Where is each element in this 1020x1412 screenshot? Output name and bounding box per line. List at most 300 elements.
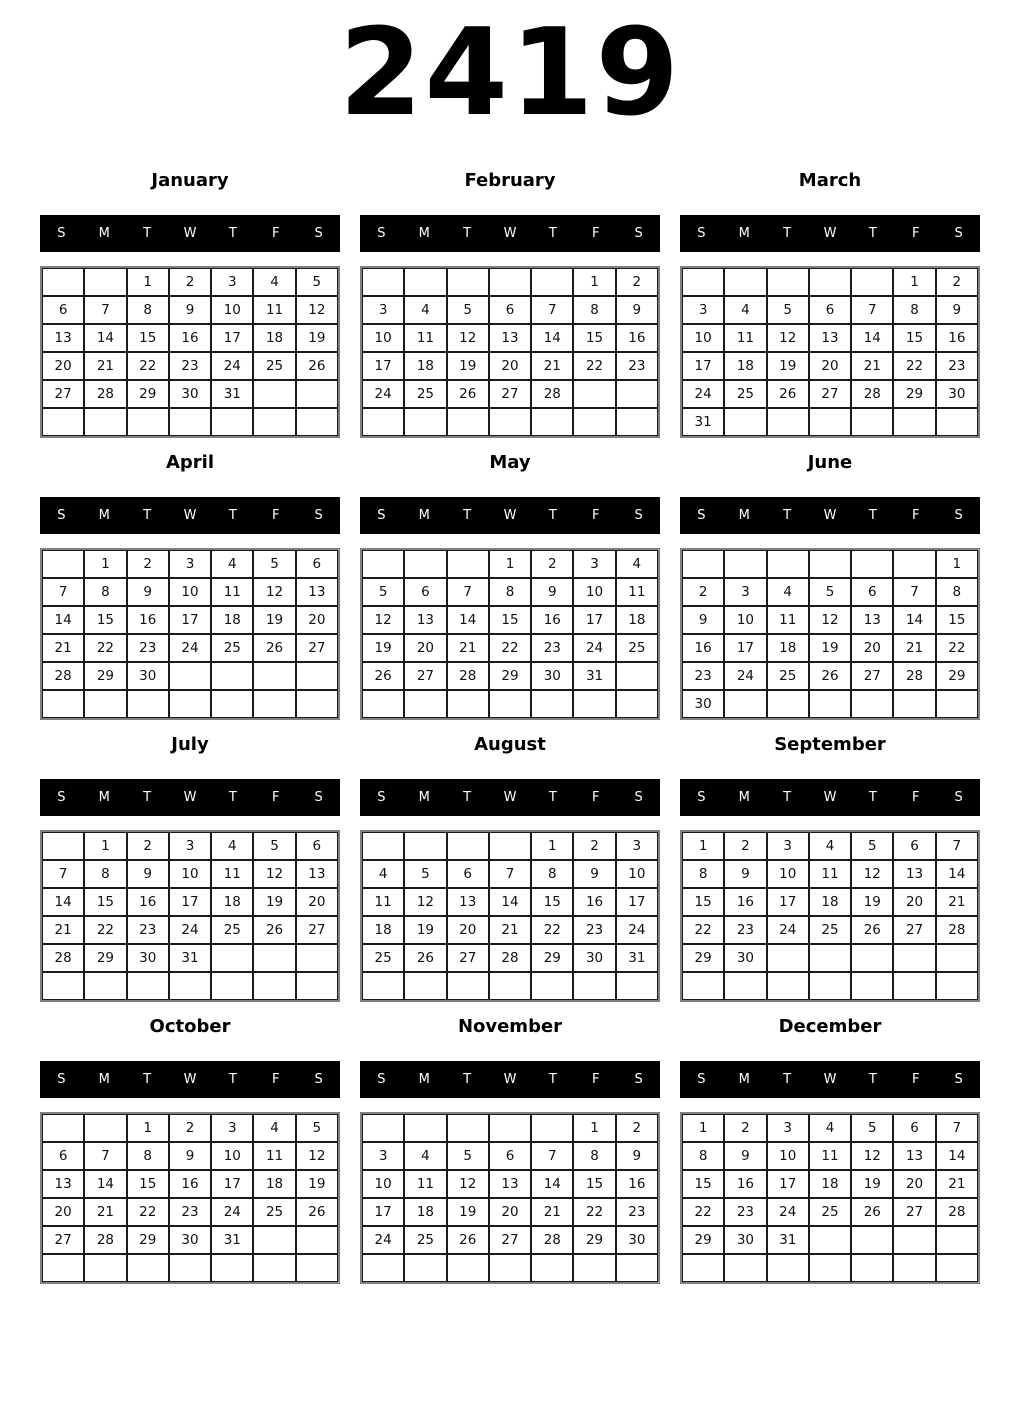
weekday-label: M [418,508,430,523]
weekday-label: M [738,226,750,241]
weekday-label: M [418,226,430,241]
day-cell: 18 [362,916,404,944]
weekday-label: S [314,226,323,241]
empty-day-cell [809,408,851,436]
empty-day-cell [404,408,446,436]
day-cell: 16 [724,1170,766,1198]
day-cell: 24 [362,1226,404,1254]
empty-day-cell [616,662,658,690]
day-cell: 12 [362,606,404,634]
day-cell: 21 [936,1170,978,1198]
day-cell: 8 [489,578,531,606]
day-cell: 15 [573,324,615,352]
empty-day-cell [616,972,658,1000]
empty-day-cell [851,408,893,436]
day-cell: 1 [573,1114,615,1142]
weekday-label: W [183,508,197,523]
empty-day-cell [573,1254,615,1282]
day-cell: 3 [211,268,253,296]
empty-day-cell [362,408,404,436]
day-cell: 4 [404,296,446,324]
empty-day-cell [767,972,809,1000]
day-cell: 15 [573,1170,615,1198]
day-cell: 23 [724,1198,766,1226]
empty-day-cell [296,944,338,972]
day-cell: 20 [893,888,935,916]
day-cell: 9 [682,606,724,634]
day-cell: 3 [767,832,809,860]
day-cell: 15 [84,606,126,634]
weekday-label: S [57,790,66,805]
day-cell: 9 [127,578,169,606]
day-cell: 3 [211,1114,253,1142]
month-block [360,452,660,720]
empty-day-cell [616,1254,658,1282]
day-cell: 26 [296,352,338,380]
day-cell: 28 [84,380,126,408]
day-cell: 17 [211,324,253,352]
day-cell: 11 [809,860,851,888]
weekday-label: T [143,226,152,241]
day-cell: 2 [616,1114,658,1142]
empty-day-cell [404,690,446,718]
day-cell: 6 [42,296,84,324]
day-cell: 18 [809,1170,851,1198]
day-cell: 5 [404,860,446,888]
day-cell: 18 [767,634,809,662]
empty-day-cell [767,690,809,718]
month-block [360,1016,660,1284]
empty-day-cell [362,268,404,296]
day-cell: 19 [253,888,295,916]
day-cell: 2 [936,268,978,296]
day-cell: 11 [253,1142,295,1170]
empty-day-cell [42,690,84,718]
day-cell: 15 [489,606,531,634]
day-cell: 25 [404,380,446,408]
day-cell: 12 [767,324,809,352]
weekday-label: M [738,508,750,523]
empty-day-cell [767,268,809,296]
day-cell: 28 [447,662,489,690]
day-cell: 20 [404,634,446,662]
day-cell: 1 [127,268,169,296]
month-block [680,170,980,438]
day-cell: 5 [296,1114,338,1142]
day-grid [360,1112,660,1284]
day-cell: 6 [893,832,935,860]
day-cell: 2 [531,550,573,578]
weekday-label: S [377,508,386,523]
empty-day-cell [42,408,84,436]
month-name: November [457,1016,563,1037]
day-cell: 7 [447,578,489,606]
weekday-label: S [954,226,963,241]
month-block [680,452,980,720]
day-cell: 13 [296,578,338,606]
empty-day-cell [809,972,851,1000]
day-cell: 10 [767,860,809,888]
day-cell: 21 [936,888,978,916]
day-cell: 23 [936,352,978,380]
day-cell: 23 [724,916,766,944]
day-cell: 8 [573,1142,615,1170]
day-cell: 21 [851,352,893,380]
day-cell: 31 [169,944,211,972]
month-name: December [778,1016,882,1037]
weekday-label: T [548,1072,557,1087]
day-cell: 23 [531,634,573,662]
day-cell: 14 [936,1142,978,1170]
day-cell: 9 [616,296,658,324]
weekday-header-row [40,497,340,534]
day-cell: 11 [404,1170,446,1198]
day-grid [680,548,980,720]
empty-day-cell [682,550,724,578]
day-grid [360,548,660,720]
day-cell: 15 [127,1170,169,1198]
weekday-label: W [823,226,837,241]
day-cell: 26 [404,944,446,972]
empty-day-cell [851,1254,893,1282]
day-grid [360,266,660,438]
weekday-header-row [40,779,340,816]
day-grid [40,548,340,720]
weekday-label: T [783,508,792,523]
empty-day-cell [296,972,338,1000]
empty-day-cell [489,268,531,296]
day-cell: 18 [809,888,851,916]
day-cell: 24 [211,352,253,380]
day-cell: 14 [531,324,573,352]
empty-day-cell [724,268,766,296]
day-cell: 5 [362,578,404,606]
day-cell: 25 [809,916,851,944]
day-cell: 15 [127,324,169,352]
day-cell: 21 [42,634,84,662]
empty-day-cell [84,1254,126,1282]
day-cell: 3 [169,550,211,578]
day-cell: 9 [936,296,978,324]
day-cell: 28 [489,944,531,972]
day-cell: 16 [169,324,211,352]
weekday-label: W [183,226,197,241]
empty-day-cell [809,1254,851,1282]
weekday-label: W [503,1072,517,1087]
empty-day-cell [127,690,169,718]
day-cell: 19 [851,1170,893,1198]
day-cell: 21 [42,916,84,944]
day-cell: 8 [531,860,573,888]
empty-day-cell [211,1254,253,1282]
empty-day-cell [682,1254,724,1282]
day-cell: 4 [253,268,295,296]
empty-day-cell [296,1226,338,1254]
day-cell: 26 [851,916,893,944]
day-cell: 28 [42,662,84,690]
day-cell: 29 [127,1226,169,1254]
day-cell: 11 [767,606,809,634]
day-cell: 2 [724,832,766,860]
day-cell: 18 [616,606,658,634]
day-cell: 8 [127,296,169,324]
day-cell: 31 [616,944,658,972]
day-cell: 14 [489,888,531,916]
day-cell: 28 [531,380,573,408]
day-cell: 11 [809,1142,851,1170]
empty-day-cell [809,268,851,296]
empty-day-cell [362,550,404,578]
empty-day-cell [851,1226,893,1254]
day-cell: 18 [211,606,253,634]
weekday-label: T [868,1072,877,1087]
day-cell: 18 [404,1198,446,1226]
empty-day-cell [169,1254,211,1282]
empty-day-cell [42,832,84,860]
day-cell: 22 [573,352,615,380]
day-cell: 9 [724,860,766,888]
day-cell: 28 [936,1198,978,1226]
empty-day-cell [531,1254,573,1282]
empty-day-cell [296,1254,338,1282]
weekday-label: W [503,508,517,523]
day-cell: 10 [682,324,724,352]
weekday-label: M [418,790,430,805]
day-cell: 1 [127,1114,169,1142]
day-cell: 23 [616,352,658,380]
day-cell: 14 [851,324,893,352]
day-cell: 7 [851,296,893,324]
empty-day-cell [489,690,531,718]
empty-day-cell [531,408,573,436]
day-cell: 19 [851,888,893,916]
day-grid [40,1112,340,1284]
day-cell: 10 [211,1142,253,1170]
day-cell: 25 [809,1198,851,1226]
day-cell: 29 [531,944,573,972]
day-cell: 15 [682,1170,724,1198]
day-cell: 3 [767,1114,809,1142]
day-cell: 15 [682,888,724,916]
day-cell: 22 [531,916,573,944]
day-cell: 27 [42,1226,84,1254]
day-cell: 14 [42,888,84,916]
day-cell: 4 [211,550,253,578]
day-cell: 24 [616,916,658,944]
empty-day-cell [851,944,893,972]
weekday-label: S [57,226,66,241]
day-cell: 24 [682,380,724,408]
day-cell: 29 [84,944,126,972]
day-cell: 20 [42,352,84,380]
day-cell: 18 [404,352,446,380]
day-cell: 30 [169,380,211,408]
day-cell: 10 [573,578,615,606]
day-cell: 7 [84,1142,126,1170]
day-cell: 13 [893,860,935,888]
day-cell: 5 [253,550,295,578]
day-grid [680,1112,980,1284]
day-cell: 14 [42,606,84,634]
empty-day-cell [851,972,893,1000]
day-cell: 7 [531,1142,573,1170]
weekday-header-row [680,779,980,816]
day-grid [360,830,660,1002]
empty-day-cell [169,408,211,436]
day-cell: 31 [211,1226,253,1254]
weekday-label: M [98,508,110,523]
day-cell: 13 [404,606,446,634]
empty-day-cell [893,972,935,1000]
empty-day-cell [84,408,126,436]
empty-day-cell [127,1254,169,1282]
empty-day-cell [573,408,615,436]
weekday-label: M [98,790,110,805]
day-cell: 16 [127,606,169,634]
weekday-label: T [783,1072,792,1087]
day-cell: 10 [169,860,211,888]
empty-day-cell [447,1114,489,1142]
day-cell: 6 [296,550,338,578]
day-cell: 17 [362,352,404,380]
day-cell: 11 [404,324,446,352]
day-cell: 1 [573,268,615,296]
empty-day-cell [893,1226,935,1254]
day-cell: 16 [616,1170,658,1198]
day-cell: 17 [682,352,724,380]
day-cell: 8 [84,578,126,606]
empty-day-cell [42,550,84,578]
day-cell: 11 [211,860,253,888]
day-cell: 27 [489,380,531,408]
day-cell: 9 [724,1142,766,1170]
weekday-label: T [783,790,792,805]
empty-day-cell [809,1226,851,1254]
empty-day-cell [42,1254,84,1282]
day-cell: 4 [362,860,404,888]
day-cell: 29 [573,1226,615,1254]
day-cell: 31 [211,380,253,408]
day-cell: 13 [489,1170,531,1198]
month-name: May [489,452,531,473]
day-cell: 3 [169,832,211,860]
empty-day-cell [84,1114,126,1142]
day-cell: 14 [531,1170,573,1198]
empty-day-cell [767,1254,809,1282]
weekday-label: M [98,1072,110,1087]
empty-day-cell [893,944,935,972]
day-cell: 23 [127,916,169,944]
day-cell: 29 [127,380,169,408]
day-cell: 4 [616,550,658,578]
day-cell: 9 [616,1142,658,1170]
empty-day-cell [42,972,84,1000]
day-cell: 13 [447,888,489,916]
weekday-label: W [823,790,837,805]
empty-day-cell [253,380,295,408]
day-cell: 19 [809,634,851,662]
empty-day-cell [447,690,489,718]
day-cell: 17 [616,888,658,916]
month-name: January [151,170,229,191]
day-cell: 26 [767,380,809,408]
day-cell: 24 [573,634,615,662]
day-cell: 10 [211,296,253,324]
month-name: April [165,452,215,473]
day-cell: 30 [169,1226,211,1254]
weekday-label: T [548,226,557,241]
day-cell: 27 [851,662,893,690]
day-cell: 10 [616,860,658,888]
weekday-label: S [377,790,386,805]
day-cell: 9 [531,578,573,606]
day-cell: 22 [893,352,935,380]
empty-day-cell [893,690,935,718]
day-cell: 24 [767,1198,809,1226]
empty-day-cell [404,1254,446,1282]
day-cell: 24 [724,662,766,690]
empty-day-cell [489,972,531,1000]
empty-day-cell [447,408,489,436]
empty-day-cell [573,972,615,1000]
day-cell: 3 [362,1142,404,1170]
weekday-label: W [503,790,517,805]
day-cell: 24 [169,634,211,662]
day-cell: 6 [447,860,489,888]
day-cell: 2 [682,578,724,606]
day-cell: 26 [253,634,295,662]
day-cell: 8 [84,860,126,888]
day-cell: 23 [169,1198,211,1226]
day-cell: 22 [936,634,978,662]
weekday-label: M [738,790,750,805]
month-block [360,170,660,438]
day-cell: 30 [936,380,978,408]
day-cell: 26 [362,662,404,690]
empty-day-cell [253,408,295,436]
weekday-label: F [591,508,600,523]
empty-day-cell [724,1254,766,1282]
day-cell: 21 [84,1198,126,1226]
day-grid [40,266,340,438]
day-cell: 7 [42,860,84,888]
weekday-header-row [680,215,980,252]
day-cell: 21 [531,352,573,380]
day-cell: 21 [447,634,489,662]
empty-day-cell [936,1226,978,1254]
empty-day-cell [127,972,169,1000]
day-cell: 9 [127,860,169,888]
month-block [680,734,980,1002]
empty-day-cell [169,690,211,718]
day-cell: 20 [809,352,851,380]
day-cell: 11 [616,578,658,606]
day-cell: 3 [682,296,724,324]
weekday-label: F [271,1072,280,1087]
empty-day-cell [404,550,446,578]
day-cell: 13 [489,324,531,352]
day-cell: 12 [447,1170,489,1198]
day-cell: 5 [447,296,489,324]
day-cell: 1 [84,832,126,860]
day-cell: 27 [404,662,446,690]
day-cell: 2 [127,832,169,860]
weekday-label: T [143,1072,152,1087]
day-cell: 6 [489,1142,531,1170]
day-cell: 16 [531,606,573,634]
weekday-label: S [954,508,963,523]
weekday-header-row [360,1061,660,1098]
